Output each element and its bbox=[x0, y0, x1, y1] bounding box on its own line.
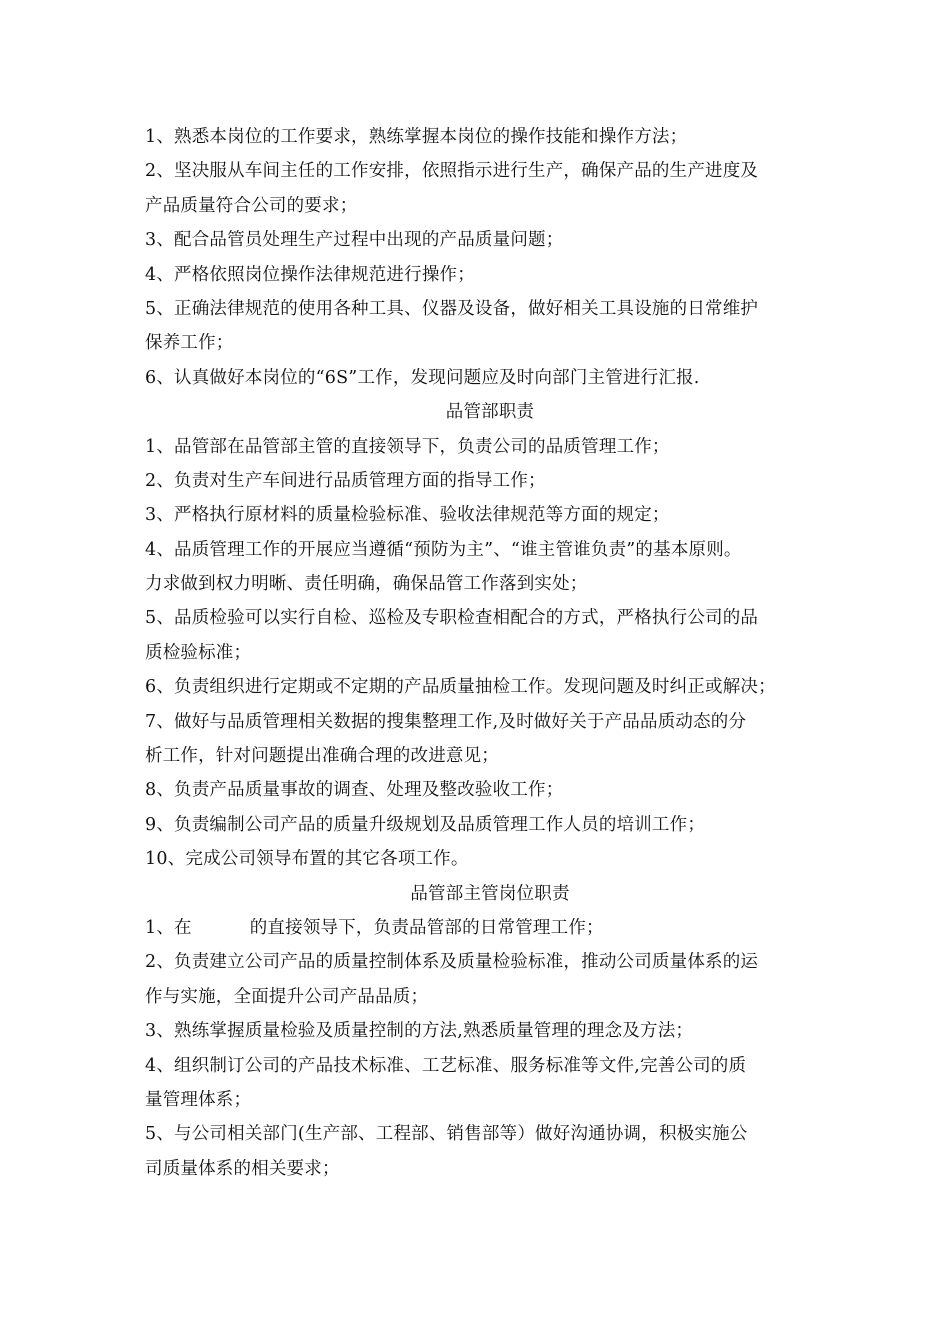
text-fragment: 的直接领导下，负责品管部的日常管理工作； bbox=[249, 917, 604, 938]
text-line: 6、负责组织进行定期或不定期的产品质量抽检工作。发现问题及时纠正或解决； bbox=[145, 677, 776, 698]
text-line: 量管理体系； bbox=[145, 1089, 252, 1110]
text-line: 3、熟练掌握质量检验及质量控制的方法,熟悉质量管理的理念及方法； bbox=[145, 1021, 694, 1042]
text-line: 1、熟悉本岗位的工作要求，熟练掌握本岗位的操作技能和操作方法； bbox=[145, 127, 688, 147]
text-line: 4、严格依照岗位操作法律规范进行操作； bbox=[145, 264, 475, 285]
section-title-quality-manager: 品管部主管岗位职责 bbox=[410, 883, 570, 904]
text-line: 2、坚决服从车间主任的工作安排，依照指示进行生产，确保产品的生产进度及 bbox=[145, 161, 759, 182]
text-line: 4、组织制订公司的产品技术标准、工艺标准、服务标准等文件,完善公司的质 bbox=[145, 1055, 747, 1076]
text-line: 5、品质检验可以实行自检、巡检及专职检查相配合的方式，严格执行公司的品 bbox=[145, 608, 759, 629]
text-line: 2、负责建立公司产品的质量控制体系及质量检验标准，推动公司质量体系的运 bbox=[145, 952, 759, 973]
text-line bbox=[145, 911, 835, 945]
text-line: 析工作，针对问题提出准确合理的改进意见； bbox=[145, 746, 499, 767]
text-line: 10、完成公司领导布置的其它各项工作。 bbox=[145, 849, 469, 870]
section-title-quality-dept: 品管部职责 bbox=[445, 402, 535, 423]
text-line: 7、做好与品质管理相关数据的搜集整理工作,及时做好关于产品品质动态的分 bbox=[145, 711, 747, 732]
text-line: 质检验标准； bbox=[145, 642, 252, 663]
text-line: 4、品质管理工作的开展应当遵循“预防为主”、“谁主管谁负责”的基本原则。 bbox=[145, 539, 742, 560]
text-line: 力求做到权力明晰、责任明确，确保品管工作落到实处； bbox=[145, 574, 588, 595]
text-line: 5、与公司相关部门(生产部、工程部、销售部等）做好沟通协调，积极实施公 bbox=[145, 1124, 748, 1145]
text-line: 产品质量符合公司的要求； bbox=[145, 195, 358, 216]
text-line: 3、严格执行原材料的质量检验标准、验收法律规范等方面的规定； bbox=[145, 505, 670, 526]
text-line: 保养工作； bbox=[145, 333, 234, 354]
text-line: 9、负责编制公司产品的质量升级规划及品质管理工作人员的培训工作； bbox=[145, 814, 706, 835]
text-line: 8、负责产品质量事故的调查、处理及整改验收工作； bbox=[145, 780, 564, 801]
text-line: 1、品管部在品管部主管的直接领导下，负责公司的品质管理工作； bbox=[145, 436, 670, 457]
text-line: 2、负责对生产车间进行品质管理方面的指导工作； bbox=[145, 470, 546, 491]
text-line: 司质量体系的相关要求； bbox=[145, 1158, 340, 1179]
text-line: 6、认真做好本岗位的“6S”工作，发现问题应及时向部门主管进行汇报. bbox=[145, 367, 700, 388]
text-line: 5、正确法律规范的使用各种工具、仪器及设备，做好相关工具设施的日常维护 bbox=[145, 298, 759, 319]
document-page bbox=[145, 120, 835, 1186]
text-line: 3、配合品管员处理生产过程中出现的产品质量问题； bbox=[145, 230, 564, 251]
text-line: 作与实施，全面提升公司产品品质； bbox=[145, 986, 429, 1007]
text-fragment: 1、在 bbox=[145, 917, 192, 938]
